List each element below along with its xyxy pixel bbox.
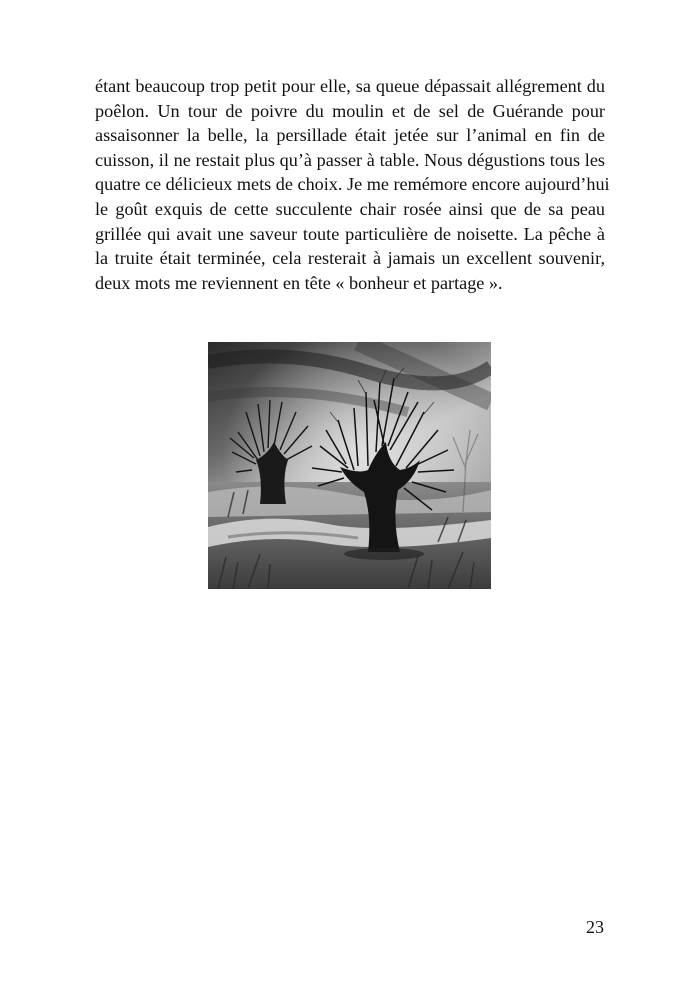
- paragraph-line: la truite était terminée, cela resterait à jamais un excellent souvenir,: [95, 248, 605, 269]
- page-number: 23: [586, 917, 604, 937]
- paragraph-line: grillée qui avait une saveur toute particulière de noisette. La pêche à: [95, 223, 605, 244]
- willow-painting-svg: [208, 342, 491, 589]
- paragraph-line: assaisonner la belle, la persillade était jetée sur l’animal en fin de: [95, 125, 605, 146]
- willow-painting-image: [208, 342, 491, 589]
- body-paragraph: [95, 74, 610, 295]
- paragraph-line: deux mots me reviennent en tête « bonheur et partage ».: [95, 272, 503, 293]
- paragraph-line: le goût exquis de cette succulente chair rosée ainsi que de sa peau: [95, 198, 605, 219]
- paragraph-line: poêlon. Un tour de poivre du moulin et de sel de Guérande pour: [95, 100, 605, 121]
- paragraph-line: quatre ce délicieux mets de choix. Je me remémore encore aujourd’hui: [95, 174, 610, 195]
- paragraph-line: cuisson, il ne restait plus qu’à passer à table. Nous dégustions tous les: [95, 149, 605, 170]
- paragraph-line: étant beaucoup trop petit pour elle, sa queue dépassait allégrement du: [95, 76, 605, 96]
